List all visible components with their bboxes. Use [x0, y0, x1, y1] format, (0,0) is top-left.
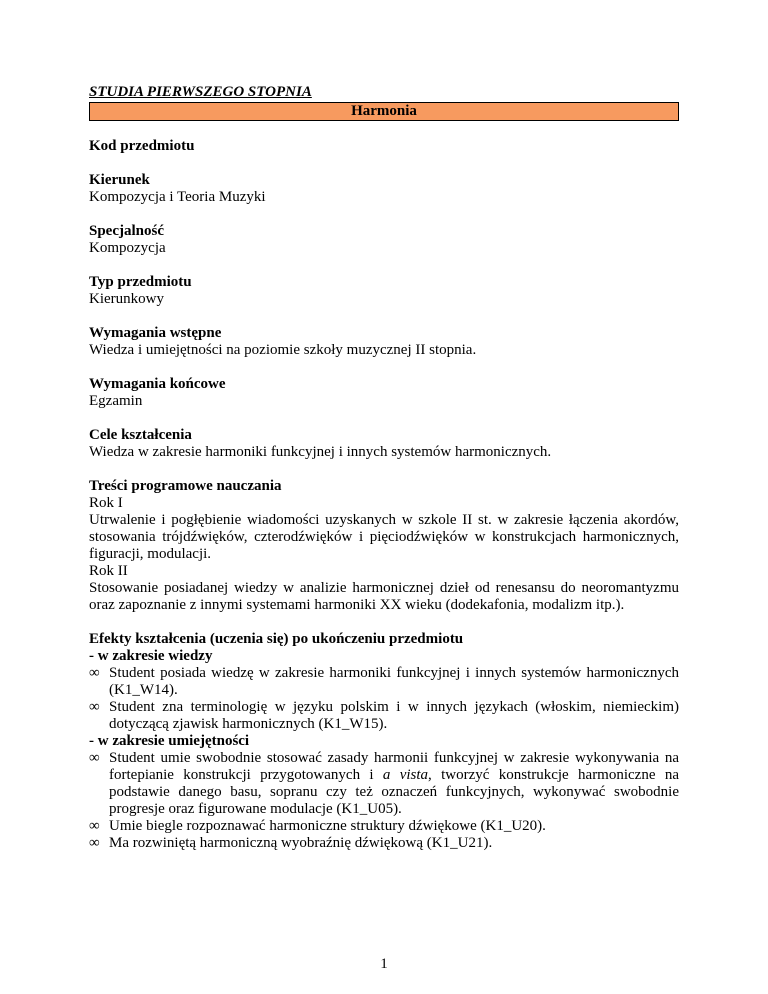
prerequisites-section: [89, 325, 679, 359]
year2-text: Stosowanie posiadanej wiedzy w analizie harmonicznej dzieł od renesansu do neoromantyzmu oraz zapoznanie z innymi systemami harmoniki XX wieku (dodekafonia, modalizm itp.).: [89, 580, 679, 613]
course-code-section: [89, 138, 679, 155]
prerequisites-label: Wymagania wstępne: [89, 325, 222, 341]
final-requirements-label: Wymagania końcowe: [89, 376, 226, 392]
knowledge-list: [89, 665, 679, 733]
skills-item: [89, 750, 679, 818]
direction-value: Kompozycja i Teoria Muzyki: [89, 189, 266, 205]
specialty-label: Specjalność: [89, 223, 164, 239]
program-label: Treści programowe nauczania: [89, 478, 282, 494]
knowledge-subheading: - w zakresie wiedzy: [89, 648, 213, 664]
direction-section: [89, 172, 679, 206]
skills-item-text-end: , tworzyć konstrukcje harmoniczne na podstawie danego basu, sopranu czy też oznaczeń funkcyjnych, wykonywać swobodnie progresje oraz figurowane modulacje (K1_U05).: [109, 767, 679, 817]
knowledge-item-text: Student posiada wiedzę w zakresie harmoniki funkcyjnej i innych systemów harmonicznych (K1_W14).: [109, 665, 679, 698]
skills-item-text-start: Student umie swobodnie stosować zasady harmonii funkcyjnej w zakresie wykonywania na fortepianie konstrukcji przygotowanych i: [109, 750, 679, 783]
program-section: [89, 478, 679, 614]
year2-label: Rok II: [89, 563, 128, 579]
prerequisites-value: Wiedza i umiejętności na poziomie szkoły muzycznej II stopnia.: [89, 342, 477, 358]
skills-subheading: - w zakresie umiejętności: [89, 733, 250, 749]
course-type-section: [89, 274, 679, 308]
course-title-bar: Harmonia: [89, 102, 679, 121]
year1-label: Rok I: [89, 495, 123, 511]
infinity-bullet-icon: ∞: [89, 699, 100, 715]
skills-item: [89, 818, 679, 835]
objectives-section: [89, 427, 679, 461]
knowledge-item: [89, 699, 679, 733]
final-requirements-section: [89, 376, 679, 410]
document-content: [89, 84, 679, 852]
specialty-section: [89, 223, 679, 257]
knowledge-item-text: Student zna terminologię w języku polskim i w innych językach (włoskim, niemieckim) dotyczącą zjawisk harmonicznych (K1_W15).: [109, 699, 679, 732]
outcomes-label: Efekty kształcenia (uczenia się) po ukończeniu przedmiotu: [89, 631, 464, 647]
study-level-heading: STUDIA PIERWSZEGO STOPNIA: [89, 84, 312, 100]
course-code-label: Kod przedmiotu: [89, 138, 195, 154]
objectives-value: Wiedza w zakresie harmoniki funkcyjnej i innych systemów harmonicznych.: [89, 444, 552, 460]
infinity-bullet-icon: ∞: [89, 665, 100, 681]
year1-text: Utrwalenie i pogłębienie wiadomości uzyskanych w szkole II st. w zakresie łączenia akordów, stosowania trójdźwięków, czterodźwięków i pięciodźwięków w konstrukcjach harmonicznych, figuracji, modulacji.: [89, 512, 679, 562]
skills-item: [89, 835, 679, 852]
course-type-label: Typ przedmiotu: [89, 274, 192, 290]
skills-item-text: Ma rozwiniętą harmoniczną wyobraźnię dźwiękową (K1_U21).: [109, 835, 493, 851]
knowledge-item: [89, 665, 679, 699]
infinity-bullet-icon: ∞: [89, 835, 100, 851]
outcomes-section: [89, 631, 679, 852]
page-number: 1: [380, 956, 388, 972]
a-vista-term: a vista: [382, 767, 429, 783]
skills-list: [89, 750, 679, 852]
course-type-value: Kierunkowy: [89, 291, 164, 307]
skills-item-text: Umie biegle rozpoznawać harmoniczne struktury dźwiękowe (K1_U20).: [109, 818, 546, 834]
specialty-value: Kompozycja: [89, 240, 166, 256]
final-requirements-value: Egzamin: [89, 393, 143, 409]
infinity-bullet-icon: ∞: [89, 750, 100, 766]
direction-label: Kierunek: [89, 172, 150, 188]
infinity-bullet-icon: ∞: [89, 818, 100, 834]
objectives-label: Cele kształcenia: [89, 427, 192, 443]
